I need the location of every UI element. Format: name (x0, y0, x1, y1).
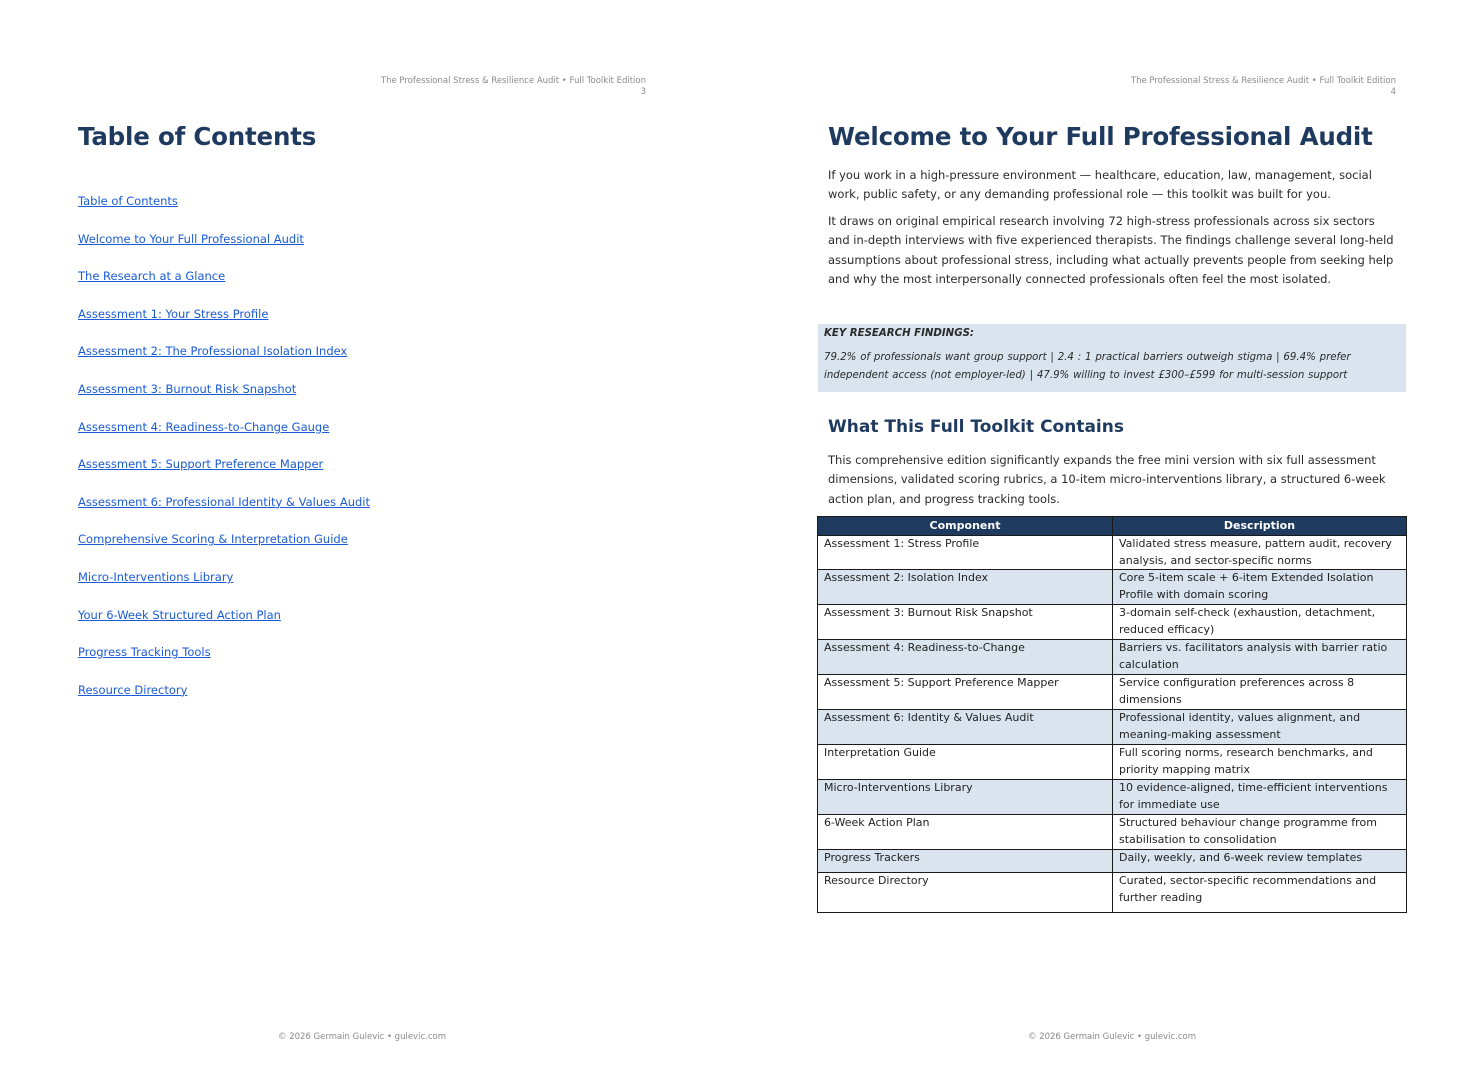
cell-description: Professional identity, values alignment, and meaning-making assessment (1113, 710, 1407, 745)
key-findings-callout (818, 324, 1406, 392)
toc-item (78, 682, 370, 720)
cell-component: Interpretation Guide (818, 745, 1113, 780)
cell-component: Assessment 6: Identity & Values Audit (818, 710, 1113, 745)
page-footer: © 2026 Germain Gulevic • gulevic.com (1028, 1032, 1196, 1042)
toc-item (78, 494, 370, 532)
cell-description: Barriers vs. facilitators analysis with barrier ratio calculation (1113, 640, 1407, 675)
toc-item (78, 644, 370, 682)
toc-item (78, 456, 370, 494)
running-header (1038, 76, 1396, 98)
toc-link[interactable]: Micro-Interventions Library (78, 569, 234, 584)
column-header-description: Description (1113, 517, 1407, 536)
components-table (817, 516, 1407, 913)
toc-item (78, 569, 370, 607)
toc-item (78, 607, 370, 645)
table-row (818, 640, 1407, 675)
toc-link[interactable]: Assessment 6: Professional Identity & Values Audit (78, 494, 370, 509)
page-number: 3 (640, 87, 646, 97)
toc-link[interactable]: Resource Directory (78, 682, 188, 697)
section-heading: What This Full Toolkit Contains (828, 417, 1124, 437)
cell-component: Assessment 4: Readiness-to-Change (818, 640, 1113, 675)
table-row (818, 605, 1407, 640)
toc-link[interactable]: Assessment 1: Your Stress Profile (78, 306, 269, 321)
toc-link[interactable]: Table of Contents (78, 194, 178, 208)
intro-paragraph: It draws on original empirical research involving 72 high-stress professionals across six sectors and in-depth interviews with five experienced therapists. The findings challenge several long-held assumptions about professional stress, including what actually prevents people from seeking help and why the most interpersonally connected professionals often feel the most isolated. (828, 214, 1394, 286)
table-row (818, 780, 1407, 815)
toc-item (78, 531, 370, 569)
toolkit-paragraph: This comprehensive edition significantly expands the free mini version with six full assessment dimensions, validated scoring rubrics, a 10-item micro-interventions library, a structured 6-week action plan, and progress tracking tools. (828, 453, 1386, 506)
cell-description: Full scoring norms, research benchmarks, and priority mapping matrix (1113, 745, 1407, 780)
cell-description: Validated stress measure, pattern audit, recovery analysis, and sector-specific norms (1113, 536, 1407, 570)
table-row (818, 873, 1407, 913)
column-header-component: Component (818, 517, 1113, 536)
cell-component: Assessment 1: Stress Profile (818, 536, 1113, 570)
cell-description: 3-domain self-check (exhaustion, detachment, reduced efficacy) (1113, 605, 1407, 640)
page-title: Welcome to Your Full Professional Audit (828, 122, 1373, 151)
cell-description: 10 evidence-aligned, time-efficient interventions for immediate use (1113, 780, 1407, 815)
table-row (818, 850, 1407, 873)
table-row (818, 745, 1407, 780)
toc-item (78, 193, 370, 231)
cell-component: 6-Week Action Plan (818, 815, 1113, 850)
cell-component: Progress Trackers (818, 850, 1113, 873)
intro-paragraph: If you work in a high-pressure environment — healthcare, education, law, management, social work, public safety, or any demanding professional role — this toolkit was built for you. (828, 168, 1372, 202)
cell-component: Assessment 2: Isolation Index (818, 570, 1113, 605)
toc-link[interactable]: Welcome to Your Full Professional Audit (78, 231, 304, 246)
toc-link[interactable]: Assessment 4: Readiness-to-Change Gauge (78, 419, 330, 434)
table-row (818, 815, 1407, 850)
table-row (818, 536, 1407, 570)
cell-component: Micro-Interventions Library (818, 780, 1113, 815)
cell-description: Daily, weekly, and 6-week review templates (1113, 850, 1407, 873)
toc-link[interactable]: Progress Tracking Tools (78, 645, 211, 660)
toc-item (78, 231, 370, 269)
cell-component: Assessment 5: Support Preference Mapper (818, 675, 1113, 710)
page-4 (738, 0, 1476, 1069)
toc-link[interactable]: Assessment 3: Burnout Risk Snapshot (78, 381, 297, 396)
table-row (818, 675, 1407, 710)
toc-item (78, 419, 370, 457)
key-findings-text: 79.2% of professionals want group support | 2.4 : 1 practical barriers outweigh stigma | 69.4% prefer independent access (not employer-led) | 47.9% willing to invest £300–£599 for multi-session support (824, 352, 1351, 381)
cell-component: Resource Directory (818, 873, 1113, 913)
toc-link[interactable]: Your 6-Week Structured Action Plan (78, 607, 281, 622)
toc-item (78, 268, 370, 306)
cell-description: Curated, sector-specific recommendations and further reading (1113, 873, 1407, 913)
running-header-title: The Professional Stress & Resilience Audit • Full Toolkit Edition (380, 76, 646, 86)
toc-item (78, 343, 370, 381)
toc-link[interactable]: Assessment 5: Support Preference Mapper (78, 457, 324, 472)
toc-item (78, 381, 370, 419)
page-footer: © 2026 Germain Gulevic • gulevic.com (278, 1032, 446, 1042)
toc-link[interactable]: The Research at a Glance (78, 269, 226, 284)
key-findings-label: KEY RESEARCH FINDINGS: (824, 328, 974, 339)
page-number: 4 (1390, 87, 1396, 97)
cell-description: Service configuration preferences across 8 dimensions (1113, 675, 1407, 710)
cell-description: Structured behaviour change programme from stabilisation to consolidation (1113, 815, 1407, 850)
toc-link[interactable]: Assessment 2: The Professional Isolation Index (78, 344, 348, 359)
table-row (818, 710, 1407, 745)
toc-link[interactable]: Comprehensive Scoring & Interpretation Guide (78, 532, 348, 547)
running-header-title: The Professional Stress & Resilience Audit • Full Toolkit Edition (1130, 76, 1396, 86)
table-header-row (818, 517, 1407, 536)
cell-description: Core 5-item scale + 6-item Extended Isolation Profile with domain scoring (1113, 570, 1407, 605)
cell-component: Assessment 3: Burnout Risk Snapshot (818, 605, 1113, 640)
table-of-contents (78, 193, 370, 719)
running-header (300, 76, 646, 98)
table-row (818, 570, 1407, 605)
toc-item (78, 306, 370, 344)
page-title: Table of Contents (78, 122, 317, 151)
